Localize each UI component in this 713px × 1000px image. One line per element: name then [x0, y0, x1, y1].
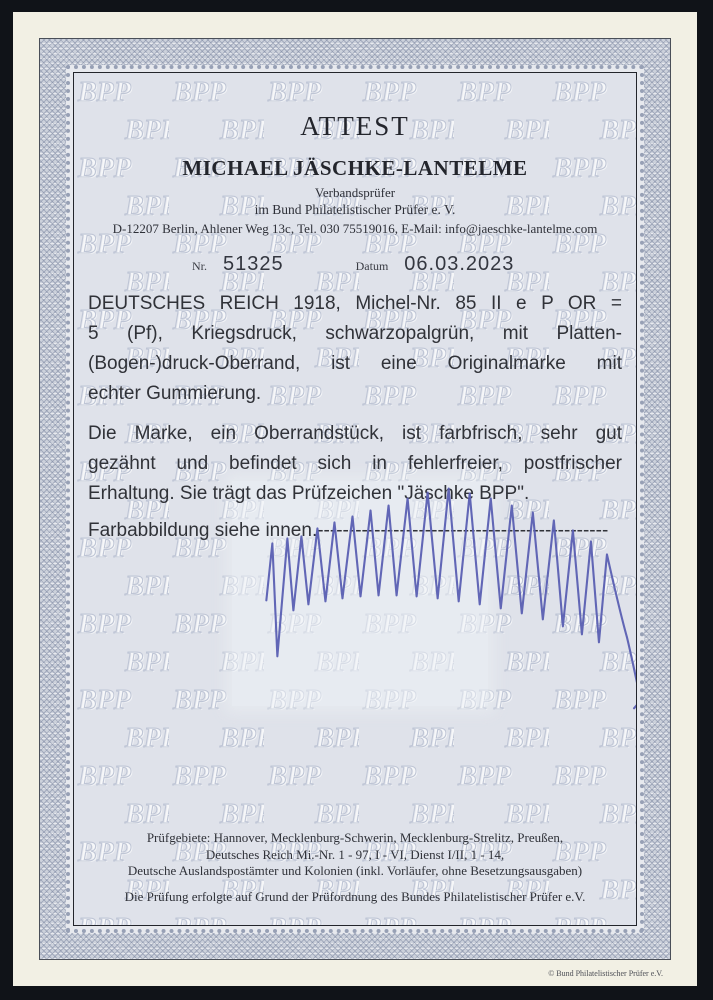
- guilloche-border: [39, 38, 671, 960]
- certificate-number: 51325: [223, 253, 284, 275]
- paragraph-line: 5 (Pf), Kriegsdruck, schwarzopalgrün, mit Platten-: [88, 323, 622, 344]
- certificate-paper: [13, 12, 697, 986]
- date-label: Datum: [355, 259, 389, 273]
- figure-note-line: [88, 516, 622, 546]
- footer-line: Deutsche Auslandspostämter und Kolonien (inkl. Vorläufer, ohne Besetzungsausgaben): [127, 863, 583, 878]
- figure-note-dashes: ----------------------------------------------: [317, 520, 609, 541]
- condition-paragraph: [88, 419, 622, 509]
- paragraph-line: gezähnt und befindet sich in fehlerfreier, postfrischer: [88, 453, 622, 474]
- footer-line: Prüfgebiete: Hannover, Mecklenburg-Schwerin, Mecklenburg-Strelitz, Preußen,: [146, 830, 564, 845]
- paragraph-line: Die Marke, ein Oberrandstück, ist farbfrisch, sehr gut: [88, 423, 622, 444]
- examiner-name: MICHAEL JÄSCHKE-LANTELME: [182, 156, 528, 180]
- footer-line: Deutsches Reich Mi.-Nr. 1 - 97, I - VI, Dienst I/II, 1 - 14,: [205, 846, 505, 862]
- scalloped-inner-edge: [66, 65, 644, 933]
- certificate-content: [74, 73, 636, 925]
- description-paragraph: [88, 289, 622, 409]
- association-line: im Bund Philatelistischer Prüfer e. V.: [254, 202, 456, 217]
- paragraph-line: (Bogen-)druck-Oberrand, ist eine Originalmarke mit: [88, 353, 622, 374]
- certificate-date: 06.03.2023: [404, 253, 515, 275]
- paragraph-line: Erhaltung. Sie trägt das Prüfzeichen "Jäschke BPP".: [88, 483, 530, 504]
- footer-block: [86, 830, 624, 905]
- copyright-notice: © Bund Philatelistischer Prüfer e.V.: [548, 969, 663, 978]
- paragraph-line: echter Gummierung.: [88, 383, 262, 404]
- examiner-role: Verbandsprüfer: [314, 185, 396, 200]
- certificate-title: ATTEST: [300, 111, 410, 141]
- address-line: D-12207 Berlin, Ahlener Weg 13c, Tel. 030 75519016, E-Mail: info@jaeschke-lantelme.com: [112, 221, 598, 236]
- figure-note: Farbabbildung siehe innen.: [88, 520, 318, 541]
- certificate-field: [73, 72, 637, 926]
- paragraph-line: DEUTSCHES REICH 1918, Michel-Nr. 85 II e P OR =: [88, 293, 622, 314]
- number-date-row: [88, 253, 622, 276]
- footer-note: Die Prüfung erfolgte auf Grund der Prüfordnung des Bundes Philatelistischer Prüfer e.V.: [124, 888, 586, 904]
- number-label: Nr.: [192, 259, 207, 273]
